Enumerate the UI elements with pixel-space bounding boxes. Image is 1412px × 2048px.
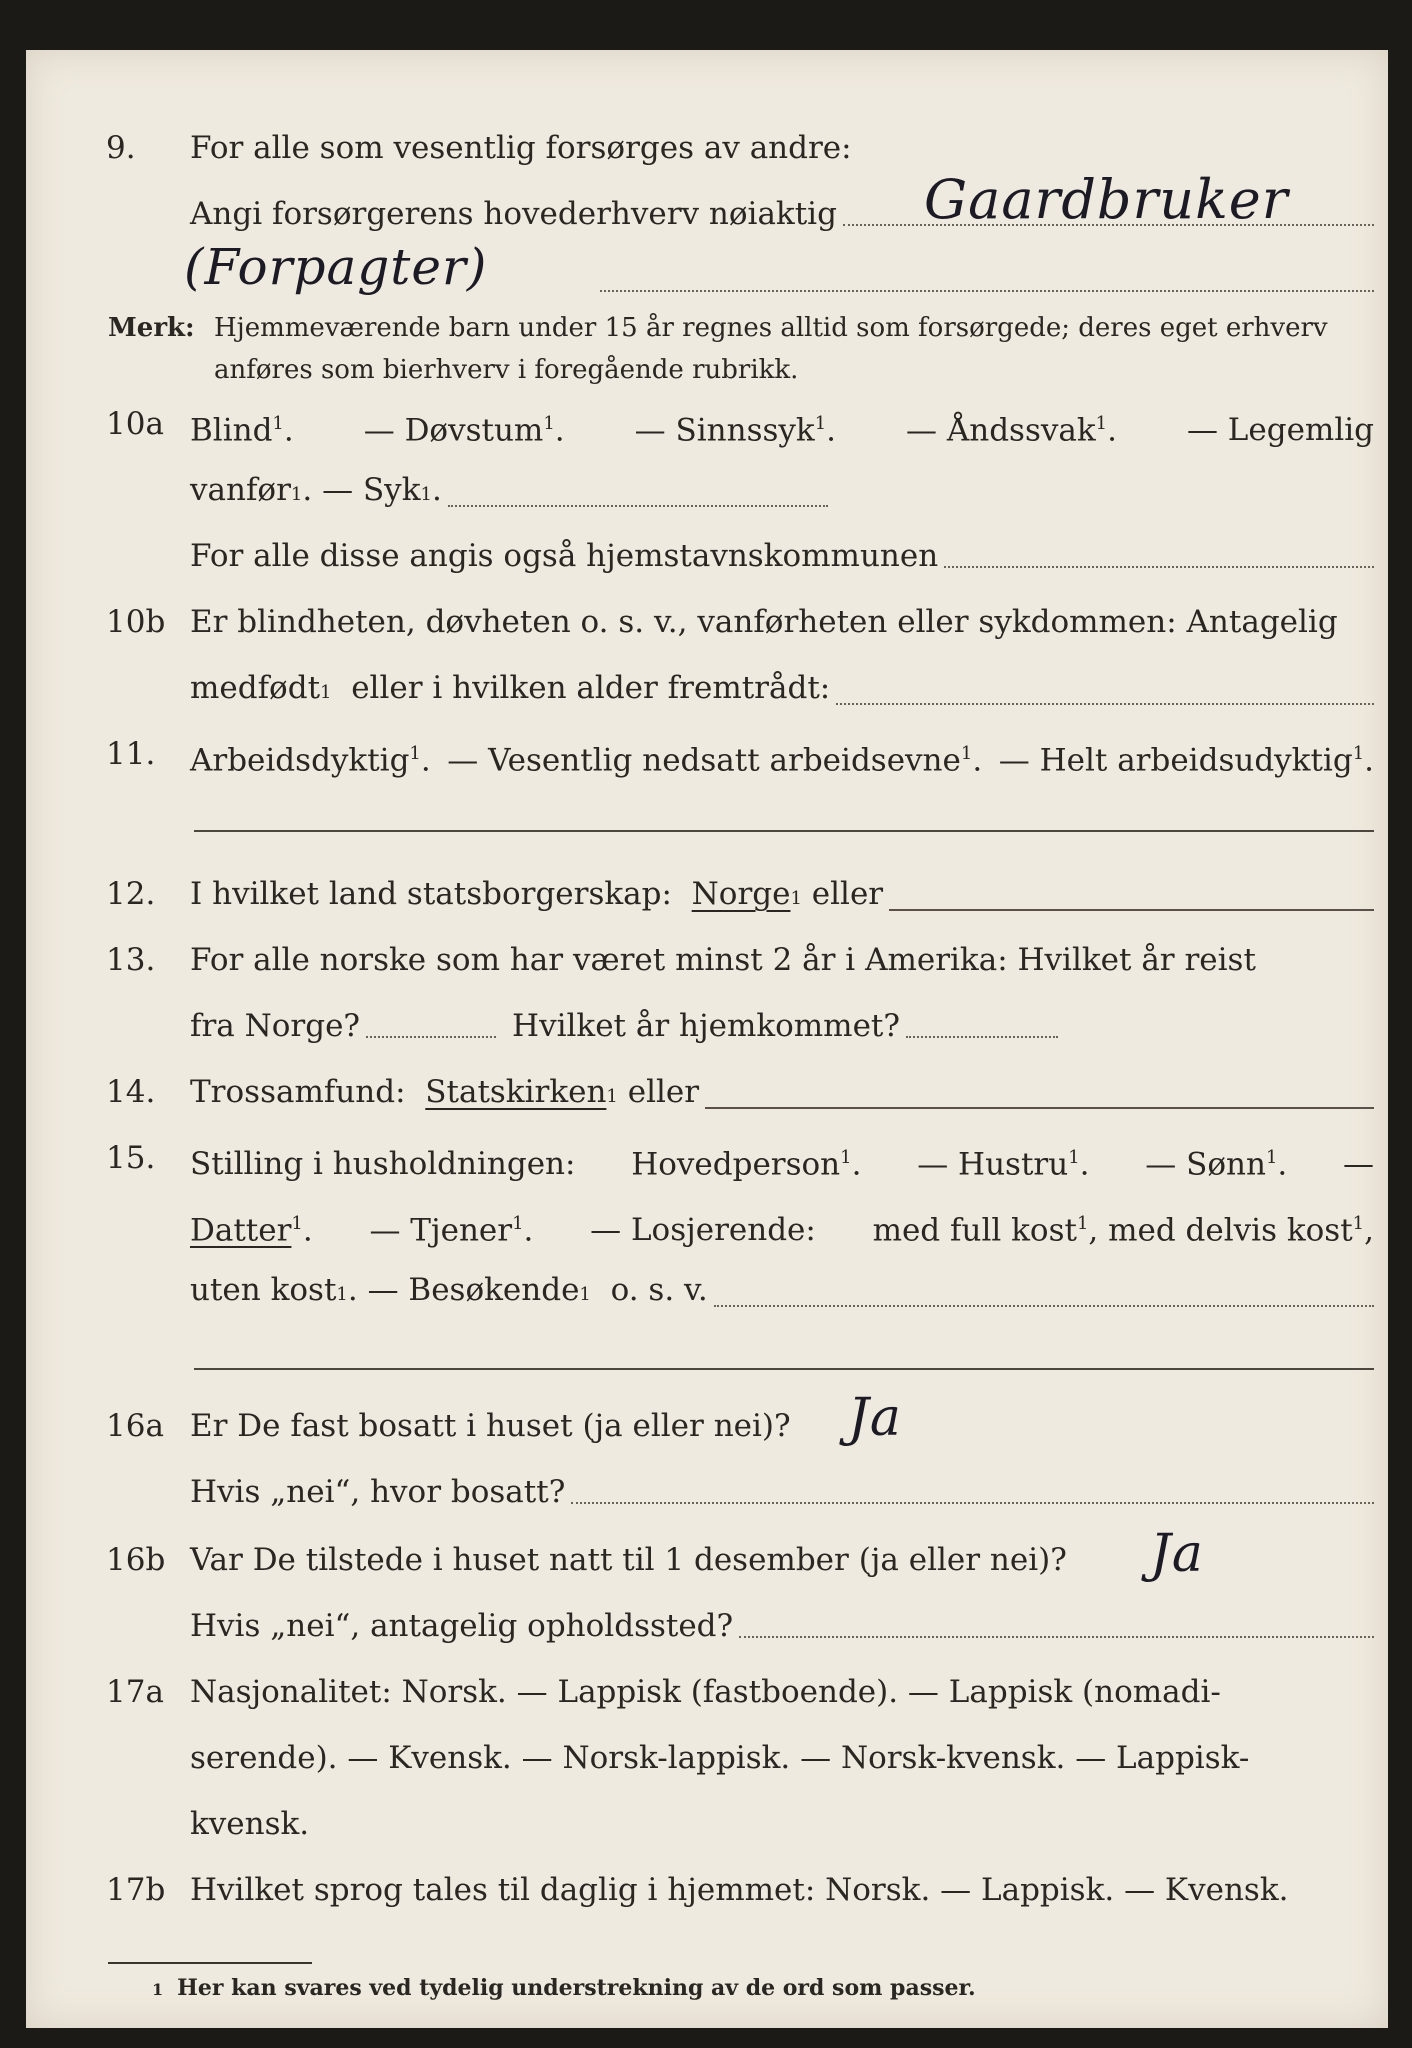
q15-number: 15. <box>106 1140 156 1176</box>
q16a-handwritten-answer: Ja <box>848 1388 902 1448</box>
q10b-number: 10b <box>106 604 166 640</box>
footnote <box>152 1975 976 2001</box>
q16b-handwritten-answer: Ja <box>1150 1524 1204 1584</box>
datter-underlined: Datter <box>190 1212 292 1249</box>
q13-number: 13. <box>106 942 156 978</box>
q14-answer-line <box>705 1107 1374 1109</box>
q14-number: 14. <box>106 1074 156 1110</box>
q15-answer-line <box>714 1305 1374 1307</box>
q10a-number: 10a <box>106 406 164 442</box>
merk-label: Merk: <box>108 313 195 343</box>
q16b-answer-line <box>739 1636 1374 1638</box>
q12-answer-line <box>889 909 1374 911</box>
q17a-number: 17a <box>106 1674 164 1710</box>
q9-question: For alle som vesentlig forsørges av andre: <box>190 130 852 166</box>
statskirken-underlined: Statskirken <box>425 1074 607 1110</box>
q10a-options: Blind$^1$. — Døvstum$^1$. — Sinnssyk$^1$. — Åndssvak$^1$. — Legemlig <box>190 412 1374 449</box>
q12-number: 12. <box>106 876 156 912</box>
q9-handwritten-answer-2: (Forpagter) <box>184 238 488 296</box>
q16a-answer-line <box>571 1502 1374 1504</box>
footnote-rule <box>108 1962 312 1964</box>
q9-handwritten-answer: Gaardbruker <box>924 168 1289 231</box>
q13-reist-line <box>366 1036 496 1038</box>
q9-number: 9. <box>106 130 136 166</box>
q16a-number: 16a <box>106 1408 164 1444</box>
q17b-number: 17b <box>106 1872 166 1908</box>
census-form-page: 9. For alle som vesentlig forsørges av andre: Angi forsørgerens hovederhverv nøiaktig Gaardbruker (Forpagter) Merk: Hjemmeværende barn under 15 år regnes alltid som forsørgede; deres eget erhverv anføres som bierhverv i foregående rubrikk. 10a Blind$^1$. — Døvstum$^1$. — Sinnssyk$^1$. — Åndssvak$^1$. — Legemlig vanfør 1 . — Syk 1 . For alle disse angis også hjemstavnskommunen 10b Er blindheten, døvheten o. s. v., vanførheten eller sykdommen: Antagelig medfødt 1 eller i hvilken alder fremtrådt: 11. Arbeidsdyktig$^1$. — Vesentlig nedsatt arbeidsevne$^1$. — Helt arbeidsudyktig$^1$. 12. I hvilket land statsborgerskap: Norge 1 eller 13. For alle norske som har været minst 2 år i Amerika: Hvilket år reist fra Norge? Hvilket år hjemkommet? 14. Trossamfund: Statskirken 1 eller 15. Stilling i husholdningen: Hovedperson$^1$. — Hustru$^1$. — Sønn$^1$. — Datter$^1$. — Tjener$^1$. — Losjerende: med full kost$^1$, med delvis kost$^1$, uten kost 1 . — Besøkende 1 o. s. v. 16a Er De fast bosatt i huset (ja eller nei)? Ja Hvis „nei“, hvor bosatt? 16b Var De tilstede i huset natt til 1 desember (ja eller nei)? Ja Hvis „nei“, antagelig opholdssted? 17a Nasjonalitet: Norsk. — Lappisk (fastboende). — Lappisk (nomadi- serende). — Kvensk. — Norsk-lappisk. — Norsk-kvensk. — Lappisk- kvensk. 17b Hvilket sprog tales til daglig i hjemmet: Norsk. — Lappisk. — Kvensk. 1 Her kan svares ved tydelig understrekning av de ord som passer. <box>26 50 1388 2028</box>
q10a-answer-line <box>448 505 828 507</box>
q9-answer-line-2 <box>600 290 1374 292</box>
q15-answer-line-2 <box>194 1368 1374 1370</box>
q10b-answer-line <box>836 703 1374 705</box>
q10a-hjemstavn-line <box>944 566 1374 568</box>
merk-text-2: anføres som bierhverv i foregående rubrikk. <box>214 355 799 385</box>
norge-underlined: Norge <box>691 876 791 912</box>
q9-question-2: Angi forsørgerens hovederhverv nøiaktig <box>190 194 1374 234</box>
footnote-mark: 1 <box>152 1980 164 1999</box>
q16b-number: 16b <box>106 1542 166 1578</box>
footnote-text: Her kan svares ved tydelig understrekning av de ord som passer. <box>177 1975 976 2001</box>
q11-number: 11. <box>106 736 156 772</box>
merk-text: Hjemmeværende barn under 15 år regnes alltid som forsørgede; deres eget erhverv <box>214 313 1328 343</box>
q11-answer-line <box>194 830 1374 832</box>
q13-hjemkommet-line <box>906 1036 1058 1038</box>
